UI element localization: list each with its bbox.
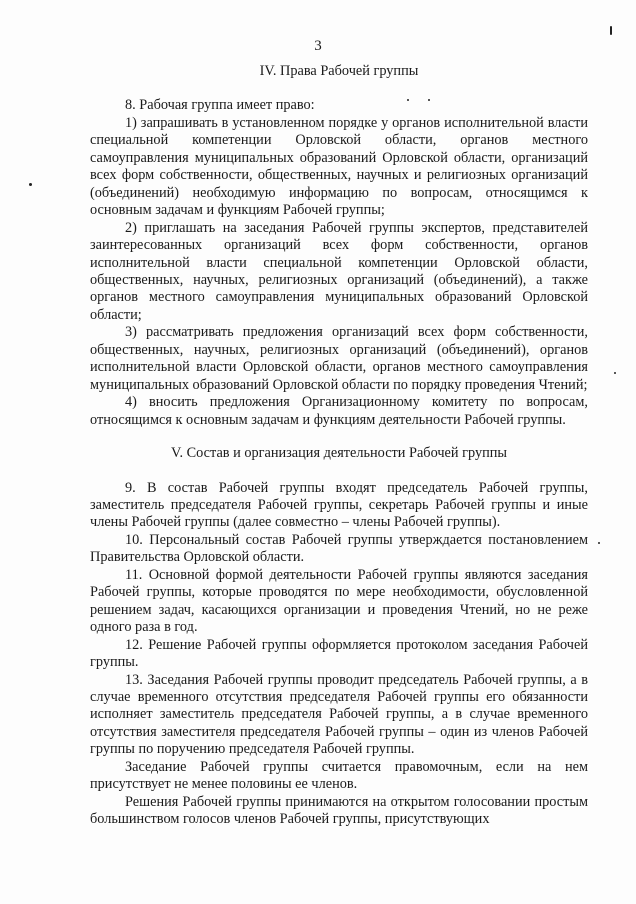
paragraph-10: 10. Персональный состав Рабочей группы утверждается постановлением Правительства Орловской области. [90,531,588,566]
paragraph-9: 9. В состав Рабочей группы входят председатель Рабочей группы, заместитель председателя Рабочей группы, секретарь Рабочей группы и иные члены Рабочей группы (далее совместно – члены Рабочей группы). [90,479,588,531]
paragraph-12: 12. Решение Рабочей группы оформляется протоколом заседания Рабочей группы. [90,636,588,671]
scan-speck [407,99,409,101]
paragraph-13-quorum: Заседание Рабочей группы считается правомочным, если на нем присутствует не менее половины ее членов. [90,758,588,793]
paragraph-8: 8. Рабочая группа имеет право: [125,97,315,114]
document-body [90,60,588,829]
paragraph-11: 11. Основной формой деятельности Рабочей группы являются заседания Рабочей группы, которые проводятся по мере необходимости, обусловленной решением задач, касающихся организации и проведения Чтений, но не реже одного раза в год. [90,566,588,636]
section-heading-v: V. Состав и организация деятельности Рабочей группы [171,445,507,462]
scan-speck [614,372,616,374]
paragraph-8-item-3: 3) рассматривать предложения организаций всех форм собственности, общественных, научных, религиозных организаций (объединений), органов исполнительной власти Орловской области, органов местного самоуправления муниципальных образований Орловской области по порядку проведения Чтений; [90,324,588,393]
scan-speck [610,26,612,35]
scan-speck [598,542,600,544]
paragraph-13: 13. Заседания Рабочей группы проводит председатель Рабочей группы, а в случае временного отсутствия председателя Рабочей группы его обязанности исполняет заместитель председателя Рабочей группы, а в случае временного отсутствия заместителя председателя Рабочей группы – один из членов Рабочей группы по поручению председателя Рабочей группы. [90,671,588,758]
scan-speck [428,99,430,101]
paragraph-8-item-2: 2) приглашать на заседания Рабочей группы экспертов, представителей заинтересованных организаций всех форм собственности, органов исполнительной власти специальной компетенции Орловской области, общественных, научных, религиозных организаций (объединений), а также органов местного самоуправления муниципальных образований Орловской области; [90,219,588,323]
page-number: 3 [314,38,322,54]
paragraph-13-decisions: Решения Рабочей группы принимаются на открытом голосовании простым большинством голосов членов Рабочей группы, присутствующих [90,793,588,828]
paragraph-8-item-4: 4) вносить предложения Организационному комитету по вопросам, относящимся к основным задачам и функциям деятельности Рабочей группы. [90,394,588,428]
scan-speck [29,183,32,186]
paragraph-8-item-1: 1) запрашивать в установленном порядке у органов исполнительной власти специальной компетенции Орловской области, органов местного самоуправления муниципальных образований Орловской области, организаций всех форм собственности, общественных, научных и религиозных организаций (объединений) необходимую информацию по вопросам, относящимся к основным задачам и функциям Рабочей группы; [90,114,588,219]
section-heading-iv: IV. Права Рабочей группы [259,63,419,79]
